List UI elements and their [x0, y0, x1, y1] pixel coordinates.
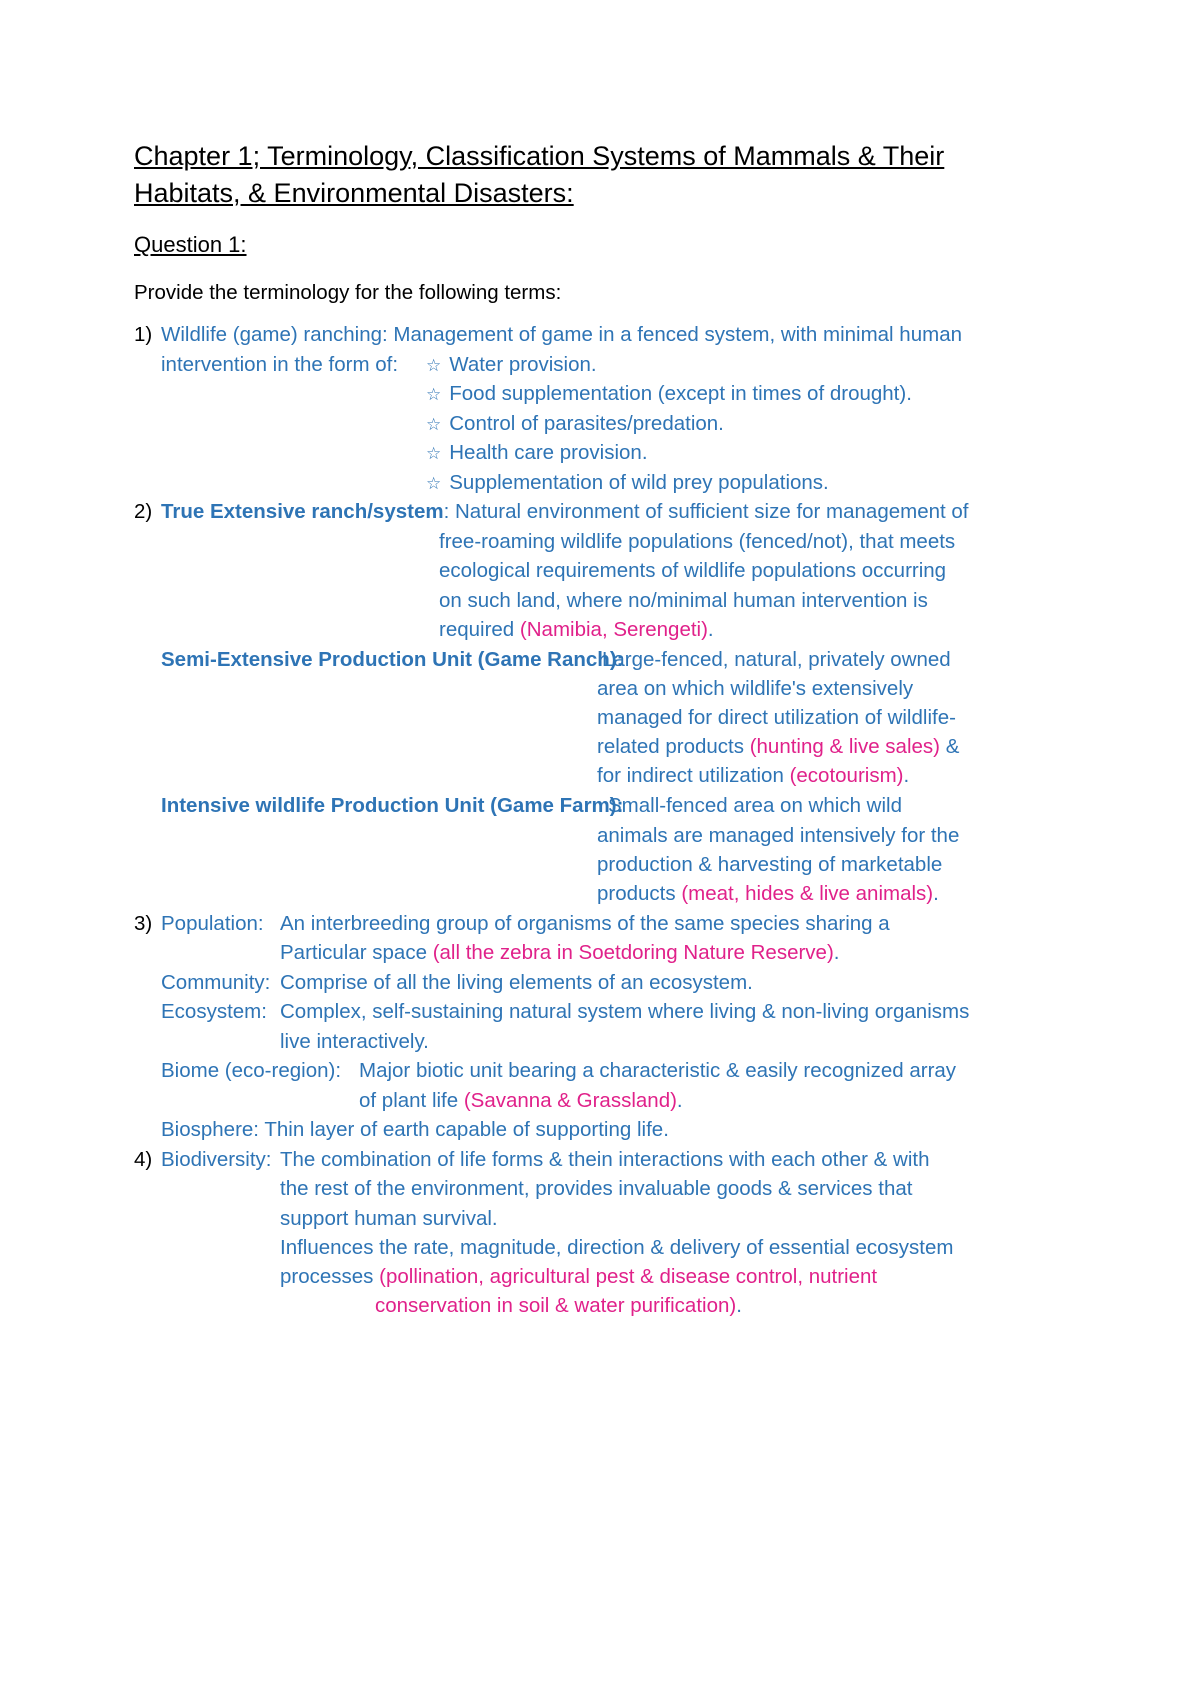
item-1-line-1: Wildlife (game) ranching: Management of game in a fenced system, with minimal human	[161, 323, 962, 346]
example-text: (Namibia, Serengeti)	[519, 618, 708, 641]
example-text: (Savanna & Grassland)	[463, 1089, 677, 1112]
term-biome: Biome (eco-region):	[161, 1059, 342, 1082]
item-1-line-2: intervention in the form of:	[161, 353, 399, 376]
example-text: (pollination, agricultural pest & disease control, nutrient	[379, 1265, 878, 1288]
question-heading: Question 1:	[134, 232, 247, 257]
biodiversity-def-line: support human survival.	[280, 1207, 498, 1230]
bullet-item: ☆ Health care provision.	[426, 441, 648, 464]
bullet-item: ☆ Supplementation of wild prey populations.	[426, 471, 829, 494]
item-2-def-b-line: for indirect utilization (ecotourism).	[597, 764, 910, 787]
item-2-def-b-line: related products (hunting & live sales) &	[597, 735, 960, 758]
star-bullet-icon: ☆	[426, 415, 442, 434]
biodiversity-def-line: the rest of the environment, provides invaluable goods & services that	[280, 1177, 913, 1200]
item-2-def-c-line: Small-fenced area on which wild	[608, 794, 902, 817]
term-true-extensive: True Extensive ranch/system	[161, 500, 444, 523]
example-text: (hunting & live sales)	[749, 735, 940, 758]
item-2-def-a-line: required (Namibia, Serengeti).	[439, 618, 714, 641]
bullet-item: ☆ Water provision.	[426, 353, 597, 376]
chapter-title-line-1: Chapter 1; Terminology, Classification Systems of Mammals & Their	[134, 141, 945, 171]
population-def-line: An interbreeding group of organisms of the same species sharing a	[280, 912, 890, 935]
chapter-title-line-2: Habitats, & Environmental Disasters:	[134, 178, 574, 208]
bullet-item: ☆ Control of parasites/predation.	[426, 412, 724, 435]
item-2-term-a-line: True Extensive ranch/system: Natural environment of sufficient size for management of	[161, 500, 969, 523]
term-semi-extensive: Semi-Extensive Production Unit (Game Ranch):	[161, 648, 624, 671]
item-3-number: 3)	[134, 912, 153, 935]
item-2-def-a-line: free-roaming wildlife populations (fenced/not), that meets	[439, 530, 956, 553]
item-2-def-b-line: Large-fenced, natural, privately owned	[602, 648, 951, 671]
item-2-def-b-line: managed for direct utilization of wildlife-	[597, 706, 956, 729]
example-text: (all the zebra in Soetdoring Nature Reserve)	[432, 941, 834, 964]
item-2-def-a-line: on such land, where no/minimal human intervention is	[439, 589, 928, 612]
example-text: (ecotourism)	[789, 764, 904, 787]
biosphere-def: Thin layer of earth capable of supporting life.	[264, 1118, 669, 1141]
community-def: Comprise of all the living elements of an ecosystem.	[280, 971, 753, 994]
term-community: Community:	[161, 971, 271, 994]
item-4-number: 4)	[134, 1148, 153, 1171]
term-ecosystem: Ecosystem:	[161, 1000, 267, 1023]
term-population: Population:	[161, 912, 264, 935]
biodiversity-def-line: The combination of life forms & thein interactions with each other & with	[280, 1148, 930, 1171]
star-bullet-icon: ☆	[426, 356, 442, 375]
term-biosphere: Biosphere: Thin layer of earth capable of supporting life.	[161, 1118, 669, 1141]
term-intensive: Intensive wildlife Production Unit (Game Farm):	[161, 794, 624, 817]
ecosystem-def-line: live interactively.	[280, 1030, 429, 1053]
example-text: (meat, hides & live animals)	[681, 882, 934, 905]
biodiversity-def-line: conservation in soil & water purification).	[375, 1294, 742, 1317]
bullet-item: ☆ Food supplementation (except in times of drought).	[426, 382, 912, 405]
biodiversity-def-line: Influences the rate, magnitude, direction & delivery of essential ecosystem	[280, 1236, 954, 1259]
star-bullet-icon: ☆	[426, 474, 442, 493]
star-bullet-icon: ☆	[426, 444, 442, 463]
item-2-def-c-line: products (meat, hides & live animals).	[597, 882, 939, 905]
biome-def-line: of plant life (Savanna & Grassland).	[359, 1089, 683, 1112]
item-2-def-c-line: production & harvesting of marketable	[597, 853, 943, 876]
population-def-line: Particular space (all the zebra in Soetdoring Nature Reserve).	[280, 941, 840, 964]
item-1-number: 1)	[134, 323, 153, 346]
item-2-number: 2)	[134, 500, 153, 523]
ecosystem-def-line: Complex, self-sustaining natural system where living & non-living organisms	[280, 1000, 970, 1023]
item-2-def-c-line: animals are managed intensively for the	[597, 824, 960, 847]
instruction-text: Provide the terminology for the following terms:	[134, 281, 562, 304]
biodiversity-def-line: processes (pollination, agricultural pest & disease control, nutrient	[280, 1265, 878, 1288]
term-biodiversity: Biodiversity:	[161, 1148, 272, 1171]
item-2-def-a-line: ecological requirements of wildlife populations occurring	[439, 559, 947, 582]
item-2-def-b-line: area on which wildlife's extensively	[597, 677, 914, 700]
star-bullet-icon: ☆	[426, 385, 442, 404]
biome-def-line: Major biotic unit bearing a characteristic & easily recognized array	[359, 1059, 957, 1082]
example-text: conservation in soil & water purification)	[375, 1294, 737, 1317]
